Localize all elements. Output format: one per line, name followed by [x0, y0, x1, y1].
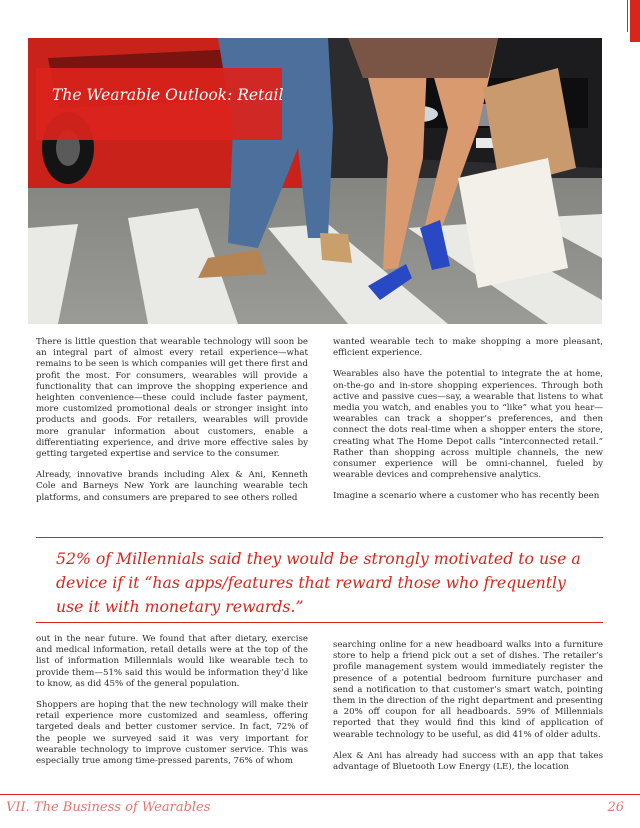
- corner-rule: [627, 0, 628, 32]
- paragraph: There is little question that wearable technology will soon be an integral part of almost every retail experience—what remains to be seen is which companies will get there first and profit the most. For consumers, wearables will provide a functionality that can improve the shopping experience and heighten convenience—these could include faster payment, more customized promotional deals or stronger insight into products and goods. For retailers, wearables will provide more granular information about customers, enable a differentiating experience, and drive more effective sales by getting targeted expertise and service to the consumer.: [36, 337, 308, 460]
- paragraph: searching online for a new headboard walks into a furniture store to help a friend pick out a set of dishes. The retailer’s profile management system would immediately register the presence of a potential bedroom furniture purchaser and send a notification to that customer’s smart watch, pointing them in the direction of the right department and presenting a 20% off coupon for all headboards. 59% of Millennials reported that they would find this kind of application of wearable technology to be useful, as did 41% of older adults.: [333, 640, 603, 740]
- text-column-4: [333, 640, 603, 783]
- page-number: 26: [607, 800, 624, 815]
- pull-quote-rule-bottom: [36, 622, 603, 623]
- pull-quote: 52% of Millennials said they would be strongly motivated to use a device if it “has apps/features that reward those who frequently use it with monetary rewards.”: [56, 549, 581, 616]
- paragraph: Wearables also have the potential to integrate the at home, on-the-go and in-store shopping experiences. Through both active and passive cues—say, a wearable that listens to what media you watch, and enables you to “like” what you hear—wearables can track a shopper’s preferences, and then connect the dots real-time when a shopper enters the store, creating what The Home Depot calls “interconnected retail.” Rather than shopping across multiple channels, the new consumer experience will be omni-channel, fueled by wearable devices and comprehensive analytics.: [333, 369, 603, 481]
- pull-quote-rule-top: [36, 537, 603, 538]
- paragraph: Imagine a scenario where a customer who has recently been: [333, 491, 600, 502]
- paragraph: Shoppers are hoping that the new technology will make their retail experience more customized and seamless, offering targeted deals and better customer service. In fact, 72% of the people we surveyed said it was very important for wearable technology to improve customer service. This was especially true among time-pressed parents, 76% of whom: [36, 700, 308, 767]
- text-column-3: [36, 634, 308, 777]
- text-column-2: [333, 337, 603, 513]
- footer-rule: [0, 794, 640, 795]
- section-title: VII. The Business of Wearables: [6, 800, 211, 815]
- text-column-1: [36, 337, 308, 514]
- paragraph: Already, innovative brands including Alex & Ani, Kenneth Cole and Barneys New York are launching wearable tech platforms, and consumers are prepared to see others rolled: [36, 470, 308, 503]
- paragraph: wanted wearable tech to make shopping a more pleasant, efficient experience.: [333, 337, 603, 359]
- corner-tab: [630, 0, 640, 42]
- paragraph: Alex & Ani has already had success with an app that takes advantage of Bluetooth Low Energy (LE), the location: [333, 750, 603, 773]
- page-title: The Wearable Outlook: Retail: [52, 86, 284, 104]
- title-banner: [36, 68, 282, 140]
- paragraph: out in the near future. We found that after dietary, exercise and medical information, retail details were at the top of the list of information Millennials would like wearable tech to provide them—51% said this would be information they’d like to know, as did 45% of the general population.: [36, 634, 308, 689]
